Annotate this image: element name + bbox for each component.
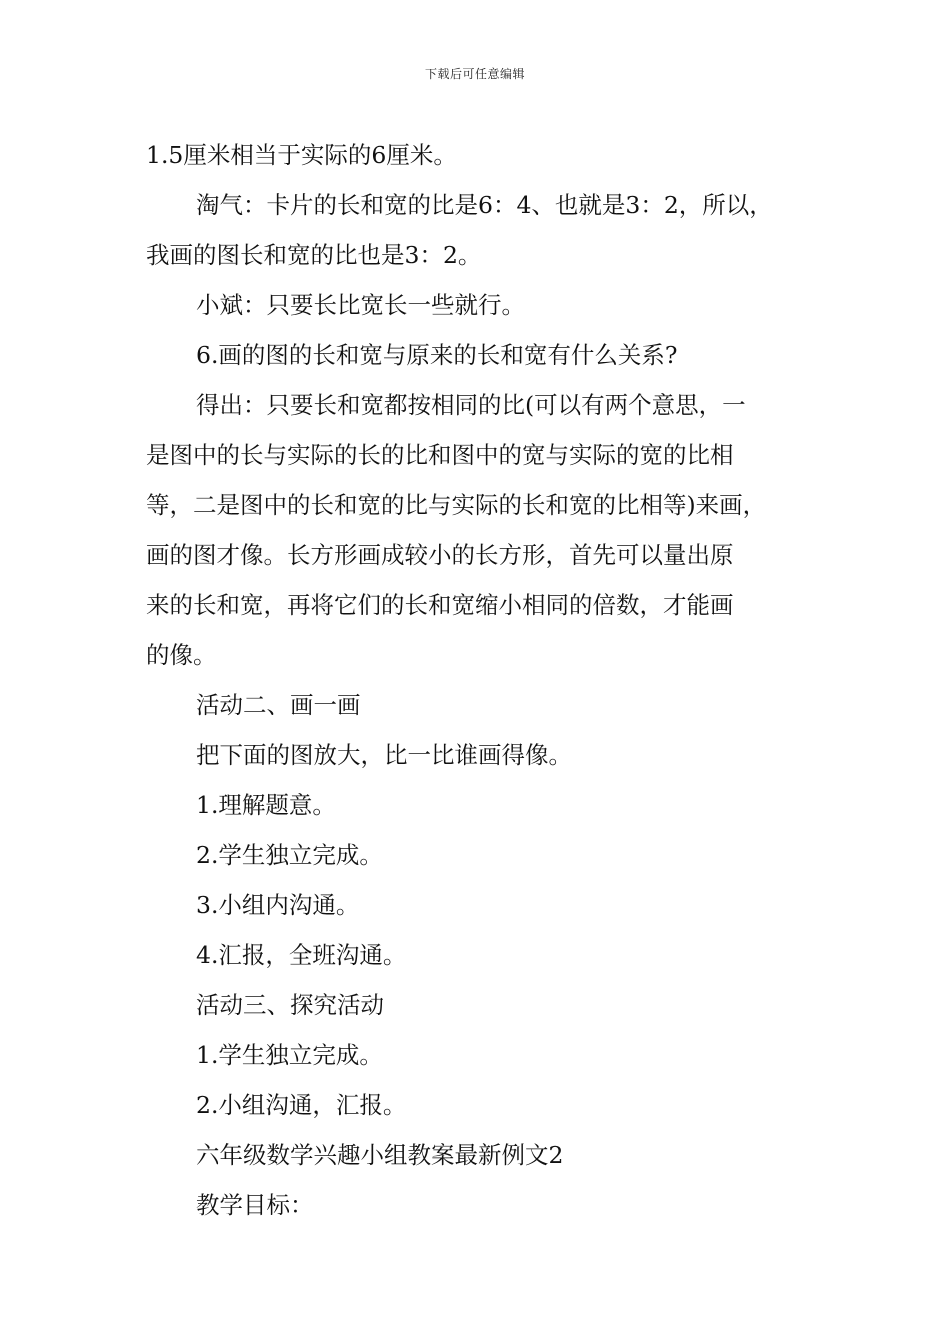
text-line: 6.画的图的长和宽与原来的长和宽有什么关系? xyxy=(196,341,678,369)
list-item: 1.学生独立完成。 xyxy=(196,1041,383,1069)
list-item: 2.学生独立完成。 xyxy=(196,841,383,869)
section-heading: 教学目标： xyxy=(196,1191,314,1219)
text-line: 得出：只要长和宽都按相同的比(可以有两个意思，一 xyxy=(196,391,746,419)
section-heading: 活动三、探究活动 xyxy=(196,991,384,1019)
list-item: 3.小组内沟通。 xyxy=(196,891,360,919)
section-heading: 六年级数学兴趣小组教案最新例文2 xyxy=(196,1141,564,1169)
text-line: 等，二是图中的长和宽的比与实际的长和宽的比相等)来画， xyxy=(146,491,767,519)
document-body xyxy=(146,130,836,1230)
list-item: 2.小组沟通，汇报。 xyxy=(196,1091,407,1119)
text-line: 把下面的图放大，比一比谁画得像。 xyxy=(196,741,572,769)
list-item: 4.汇报，全班沟通。 xyxy=(196,941,407,969)
text-line: 1.5厘米相当于实际的6厘米。 xyxy=(146,141,457,169)
text-line: 是图中的长与实际的长的比和图中的宽与实际的宽的比相 xyxy=(146,441,734,469)
text-line: 淘气：卡片的长和宽的比是6：4、也就是3：2，所以， xyxy=(196,191,773,219)
list-item: 1.理解题意。 xyxy=(196,791,336,819)
text-line: 画的图才像。长方形画成较小的长方形，首先可以量出原 xyxy=(146,541,734,569)
text-line: 小斌：只要长比宽长一些就行。 xyxy=(196,291,525,319)
text-line: 的像。 xyxy=(146,641,217,669)
text-line: 我画的图长和宽的比也是3：2。 xyxy=(146,241,482,269)
text-line: 来的长和宽，再将它们的长和宽缩小相同的倍数，才能画 xyxy=(146,591,734,619)
section-heading: 活动二、画一画 xyxy=(196,691,361,719)
page-header: 下载后可任意编辑 xyxy=(424,67,525,81)
